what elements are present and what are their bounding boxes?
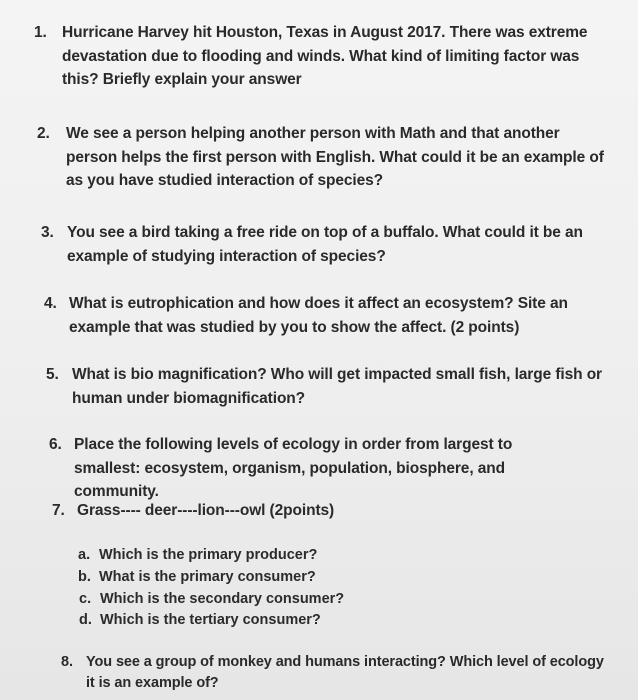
question-text: Place the following levels of ecology in order from largest to smallest: ecosystem, organism, population, biosphere, and community.: [74, 436, 513, 500]
question-number: 3.: [41, 224, 54, 241]
sub-question-b: [78, 567, 316, 587]
question-text: Grass---- deer----lion---owl (2points): [77, 502, 335, 519]
sub-question-letter: a.: [78, 547, 91, 563]
sub-question-letter: d.: [79, 612, 92, 628]
question-text: Hurricane Harvey hit Houston, Texas in August 2017. There was extreme devastation due to flooding and winds. What kind of limiting factor was this? Briefly explain your answer: [62, 24, 588, 88]
question-7: [52, 499, 612, 523]
question-number: 6.: [49, 436, 62, 453]
question-text: You see a group of monkey and humans interacting? Which level of ecology it is an example of?: [86, 654, 604, 691]
question-4: [44, 292, 624, 339]
question-1: [34, 21, 614, 92]
sub-question-text: Which is the secondary consumer?: [100, 591, 345, 607]
sub-question-d: [79, 610, 321, 630]
question-number: 8.: [61, 654, 73, 670]
sub-question-text: What is the primary consumer?: [99, 569, 316, 585]
question-3: [41, 221, 621, 268]
question-text: We see a person helping another person with Math and that another person helps the first person with English. What could it be an example of as you have studied interaction of species?: [66, 125, 604, 189]
question-text: What is bio magnification? Who will get impacted small fish, large fish or human under biomagnification?: [72, 366, 602, 407]
question-number: 4.: [44, 295, 57, 312]
question-2: [37, 122, 617, 193]
question-number: 2.: [37, 125, 50, 142]
question-6: [49, 433, 619, 504]
question-number: 5.: [46, 366, 59, 383]
question-text: You see a bird taking a free ride on top of a buffalo. What could it be an example of studying interaction of species?: [67, 224, 583, 265]
question-8: [61, 652, 621, 694]
sub-question-text: Which is the primary producer?: [99, 547, 318, 563]
question-text: What is eutrophication and how does it affect an ecosystem? Site an example that was studied by you to show the affect. (2 points): [69, 295, 568, 336]
sub-question-a: [78, 545, 317, 565]
sub-question-letter: c.: [79, 591, 92, 607]
sub-question-text: Which is the tertiary consumer?: [100, 612, 321, 628]
sub-question-letter: b.: [78, 569, 91, 585]
question-number: 1.: [34, 24, 47, 41]
question-5: [46, 363, 626, 410]
sub-question-c: [79, 589, 344, 609]
question-number: 7.: [52, 502, 65, 519]
